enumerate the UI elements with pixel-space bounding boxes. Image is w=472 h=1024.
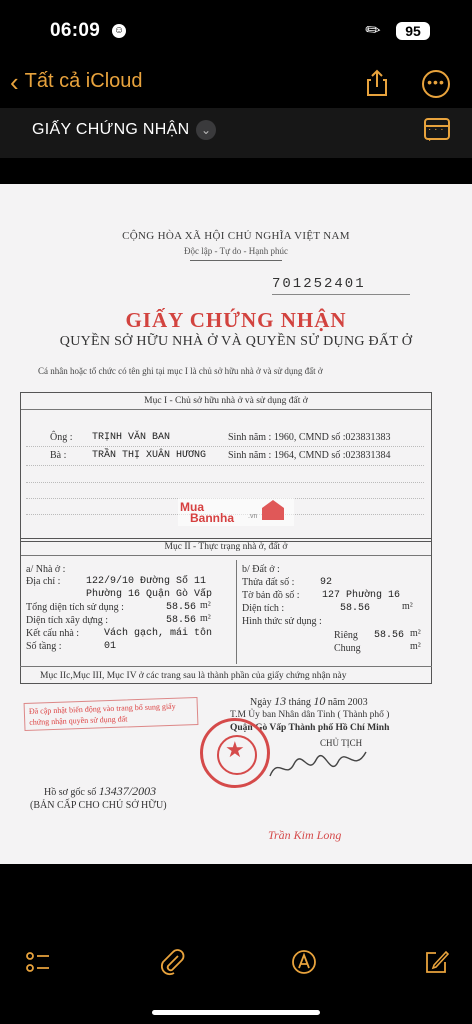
paperclip-icon[interactable]: [158, 948, 186, 976]
usage-label: Hình thức sử dụng :: [242, 616, 322, 627]
doc-motto: Độc lập - Tự do - Hạnh phúc: [184, 246, 288, 256]
battery-indicator: 95: [396, 22, 430, 40]
chevron-left-icon: ‹: [10, 66, 19, 97]
chevron-down-icon[interactable]: ⌄: [196, 120, 216, 140]
focus-icon: ☺: [113, 25, 125, 36]
owner2-info: Sinh năm : 1964, CMND số :023831384: [228, 450, 391, 461]
land-label: b/ Đất ở :: [242, 564, 280, 575]
watermark-text: Mua: [180, 500, 204, 514]
date-month: 10: [313, 694, 326, 708]
unit: m²: [200, 600, 211, 611]
signature: [268, 746, 368, 786]
doc-district: Quận Gò Vấp Thành phố Hồ Chí Minh: [230, 723, 390, 733]
address-line2: Phường 16 Quận Gò Vấp: [86, 589, 213, 600]
note-title-bar: [0, 108, 472, 158]
watermark-suffix: .vn: [248, 513, 258, 520]
divider: [26, 446, 424, 447]
build-area-label: Diện tích xây dựng :: [26, 615, 109, 626]
doc-serial: 701252401: [272, 276, 410, 295]
area-label: Diện tích :: [242, 603, 285, 614]
watermark-logo: [178, 498, 294, 526]
file-number: 13437/2003: [98, 784, 157, 798]
date-label: năm: [327, 697, 346, 708]
floors-label: Số tầng :: [26, 641, 62, 652]
date-label: Ngày: [250, 697, 272, 708]
owner2-name: TRẦN THỊ XUÂN HƯƠNG: [92, 450, 207, 461]
share-icon[interactable]: [362, 68, 392, 98]
structure-label: Kết cấu nhà :: [26, 628, 80, 639]
area-value: 58.56: [340, 603, 371, 614]
doc-republic: CỘNG HÒA XÃ HỘI CHỦ NGHĨA VIỆT NAM: [122, 230, 350, 242]
owner1-label: Ông :: [50, 432, 73, 443]
structure-value: Vách gạch, mái tôn: [104, 628, 213, 639]
divider: [26, 465, 424, 466]
house-icon: [262, 500, 284, 520]
date-day: 13: [274, 694, 287, 708]
more-options-icon[interactable]: •••: [422, 70, 450, 98]
doc-title: GIẤY CHỨNG NHẬN: [125, 308, 347, 332]
divider: [190, 260, 282, 261]
status-time: 06:09: [50, 20, 101, 41]
private-value: 58.56: [374, 630, 405, 641]
bottom-toolbar: [0, 936, 472, 996]
owner1-info: Sinh năm : 1960, CMND số :023831383: [228, 432, 391, 443]
owner2-label: Bà :: [50, 450, 67, 461]
unit: m²: [200, 613, 211, 624]
back-button[interactable]: [10, 66, 143, 97]
copy-note: (BẢN CẤP CHO CHỦ SỞ HỮU): [30, 800, 167, 811]
date-label: tháng: [288, 697, 311, 708]
doc-subtitle: QUYỀN SỞ HỮU NHÀ Ở VÀ QUYỀN SỬ DỤNG ĐẤT Ở: [59, 334, 413, 349]
section-header: Mục II - Thực trạng nhà ở, đất ở: [21, 539, 431, 556]
home-indicator[interactable]: [152, 1010, 320, 1015]
file-label: Hồ sơ gốc số: [44, 787, 97, 798]
signer-name: Trần Kim Long: [268, 828, 342, 842]
total-area-value: 58.56: [166, 602, 197, 613]
unit: m²: [402, 601, 413, 612]
section-header: Mục I - Chủ sở hữu nhà ở và sử dụng đất ở: [21, 393, 431, 410]
date-year: 2003: [347, 697, 368, 708]
section-note: Mục IIc,Mục III, Mục IV ở các trang sau là thành phần của giấy chứng nhận này: [40, 671, 347, 681]
markup-pen-icon[interactable]: [290, 948, 318, 976]
doc-chairman: CHỦ TỊCH: [320, 738, 363, 748]
owner1-name: TRỊNH VĂN BAN: [92, 432, 171, 443]
nav-bar: [0, 62, 472, 108]
shared-label: Chung: [334, 643, 361, 654]
map-value: 127 Phường 16: [322, 590, 401, 601]
plot-label: Thửa đất số :: [242, 577, 295, 588]
plot-value: 92: [320, 577, 333, 588]
certificate-image[interactable]: [0, 184, 472, 864]
compose-icon[interactable]: [422, 948, 450, 976]
divider: [26, 482, 424, 483]
update-stamp: Đã cập nhật biến động vào trang bổ sung giấy chứng nhận quyền sử dụng đất: [24, 697, 199, 731]
unit: m²: [410, 641, 421, 652]
total-area-label: Tổng diện tích sử dụng :: [26, 602, 124, 613]
note-title[interactable]: GIẤY CHỨNG NHẬN: [32, 121, 190, 138]
unit: m²: [410, 628, 421, 639]
status-bar: [0, 0, 472, 60]
checklist-icon[interactable]: [24, 948, 52, 976]
official-seal: [200, 718, 270, 788]
doc-authority: T.M Ủy ban Nhân dân Tỉnh ( Thành phố ): [230, 710, 390, 720]
doc-intro: Cá nhân hoặc tổ chức có tên ghi tại mục I là chủ sở hữu nhà ở và sử dụng đất ở: [38, 366, 323, 376]
map-label: Tờ bản đồ số :: [242, 590, 300, 601]
house-label: a/ Nhà ở :: [26, 564, 66, 575]
watermark-text: Bannha: [190, 511, 235, 525]
pencil-icon: ✎: [361, 17, 386, 43]
address-label: Địa chỉ :: [26, 576, 61, 587]
floors-value: 01: [104, 641, 117, 652]
divider: [20, 666, 432, 667]
build-area-value: 58.56: [166, 615, 197, 626]
back-label: Tất cả iCloud: [24, 70, 143, 92]
gallery-view-icon[interactable]: [424, 118, 450, 140]
private-label: Riêng: [334, 630, 358, 641]
divider: [236, 560, 237, 664]
address-line1: 122/9/10 Đường Số 11: [86, 576, 207, 587]
